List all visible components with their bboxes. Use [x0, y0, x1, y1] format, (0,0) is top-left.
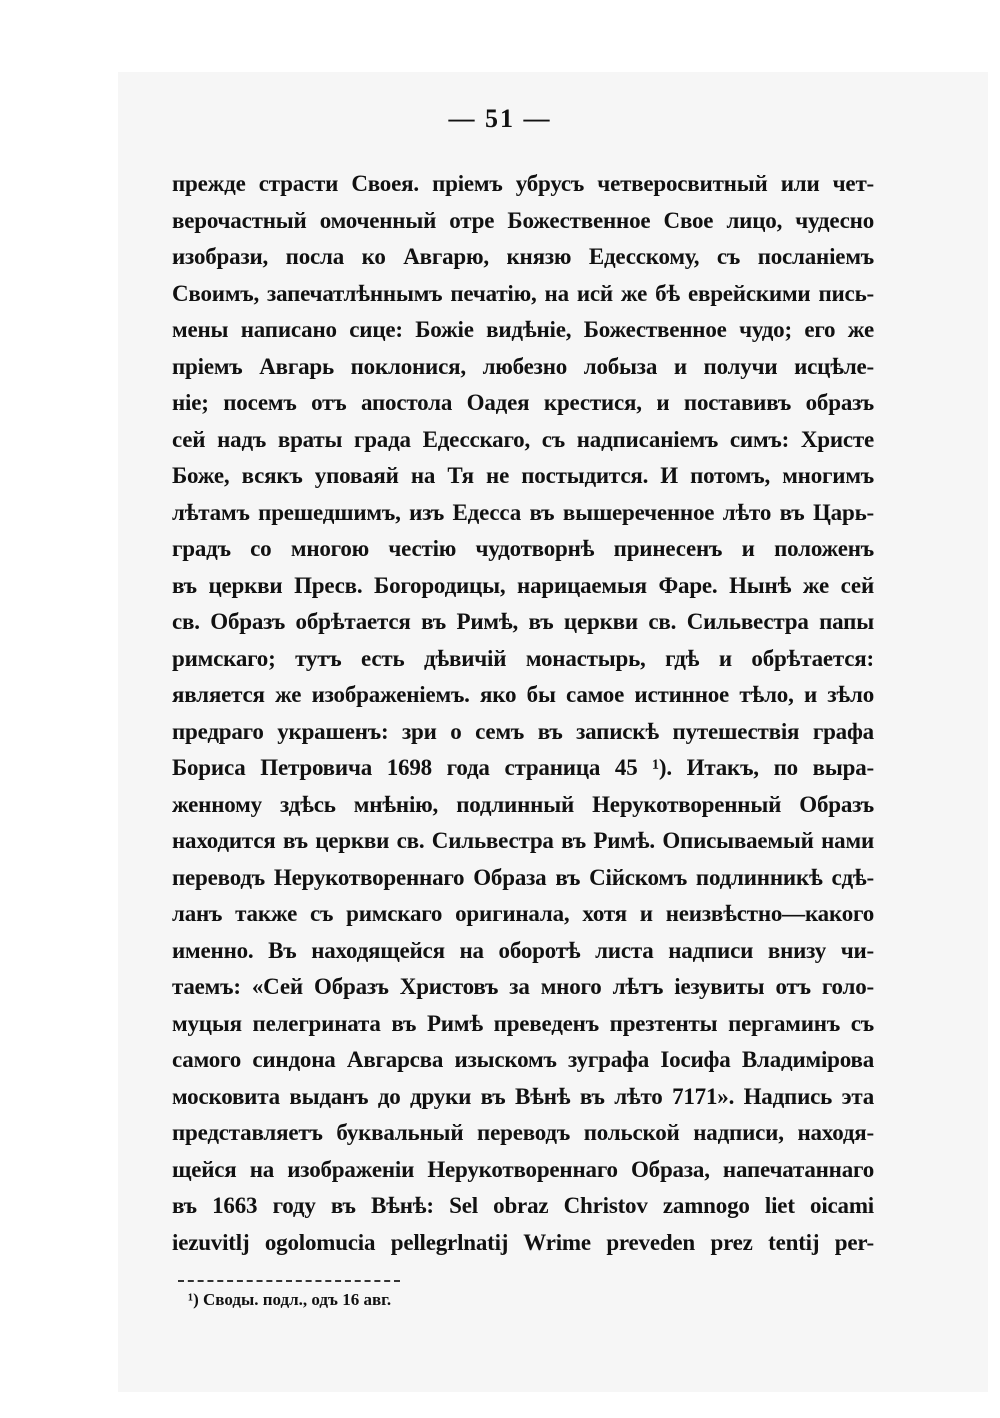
text-line: лѣтамъ прешедшимъ, изъ Едесса въ вышереченное лѣто въ Царь- [172, 499, 874, 525]
text-line: ланъ также съ римскаго оригинала, хотя и неизвѣстно—какого [172, 901, 874, 926]
text-line: муцыя пелегрината въ Римѣ преведенъ презтенты пергаминъ съ [172, 1010, 874, 1036]
text-line: московита выданъ до друки въ Вѣнѣ въ лѣто 7171». Надпись эта [172, 1083, 874, 1109]
text-line: женному здѣсь мнѣнiю, подлинный Нерукотворенный Образъ [172, 791, 874, 817]
text-line: предраго украшенъ: зри о семъ въ запискѣ путешествiя графа [172, 718, 874, 744]
text-line: iezuvitlj ogolomucia pellegrlnatij Wrime preveden prez tentij per- [172, 1229, 874, 1255]
text-line: градъ со многою честiю чудотворнѣ принесенъ и положенъ [172, 536, 874, 561]
text-line: мены написано сице: Божiе видѣнiе, Божественное чудо; его же [172, 317, 874, 342]
text-line: въ церкви Пресв. Богородицы, нарицаемыя Фаре. Нынѣ же сей [172, 572, 874, 598]
text-line: въ 1663 году въ Вѣнѣ: Sel obraz Christov zamnogo liet oicami [172, 1193, 874, 1218]
text-line: именно. Въ находящейся на оборотѣ листа надписи внизу чи- [172, 937, 874, 963]
text-line: переводъ Нерукотвореннаго Образа въ Сiйскомъ подлинникѣ сдѣ- [172, 864, 874, 890]
text-line: представляетъ буквальный переводъ польской надписи, находя- [172, 1120, 874, 1145]
text-line: щейся на изображенiи Нерукотвореннаго Образа, напечатаннаго [172, 1156, 874, 1182]
text-line: таемъ: «Сей Образъ Христовъ за много лѣтъ iезувиты отъ голо- [172, 974, 874, 999]
text-line: находится въ церкви св. Сильвестра въ Римѣ. Описываемый нами [172, 828, 874, 853]
text-line: нiе; посемъ отъ апостола Оадея крестися, и поставивъ образъ [172, 390, 874, 415]
text-line: Боже, всякъ уповаяй на Тя не постыдится. И потомъ, многимъ [172, 463, 874, 488]
text-line: верочастный омоченный отре Божественное Свое лицо, чудесно [172, 207, 874, 233]
text-line: Бориса Петровича 1698 года страница 45 ¹). Итакъ, по выра- [172, 755, 874, 780]
text-line: Своимъ, запечатлѣннымъ печатiю, на исй же бѣ еврейскими пись- [172, 280, 874, 306]
footnote: ¹) Своды. подл., одъ 16 авг. [188, 1290, 392, 1309]
text-line: римскаго; тутъ есть дѣвичiй монастырь, гдѣ и обрѣтается: [172, 645, 874, 671]
text-line: изобрази, посла ко Авгарю, князю Едесскому, съ посланiемъ [172, 244, 874, 269]
footnote-divider [178, 1280, 400, 1282]
text-line: прiемъ Авгарь поклонися, любезно лобыза и получи исцѣле- [172, 353, 874, 379]
body-text [172, 166, 874, 1261]
text-line: самого синдона Авгарсва изыскомъ зуграфа Iосифа Владимiрова [172, 1047, 874, 1072]
text-line: является же изображенiемъ. яко бы самое истинное тѣло, и зѣло [172, 682, 874, 707]
text-line: сей надъ враты града Едесскаго, съ надписанiемъ симъ: Христе [172, 426, 874, 452]
text-line: прежде страсти Своея. прiемъ убрусъ четвеpосвитный или чет- [172, 171, 874, 196]
text-line: св. Образъ обрѣтается въ Римѣ, въ церкви св. Сильвестра папы [172, 609, 874, 634]
page-number: — 51 — [448, 104, 552, 133]
